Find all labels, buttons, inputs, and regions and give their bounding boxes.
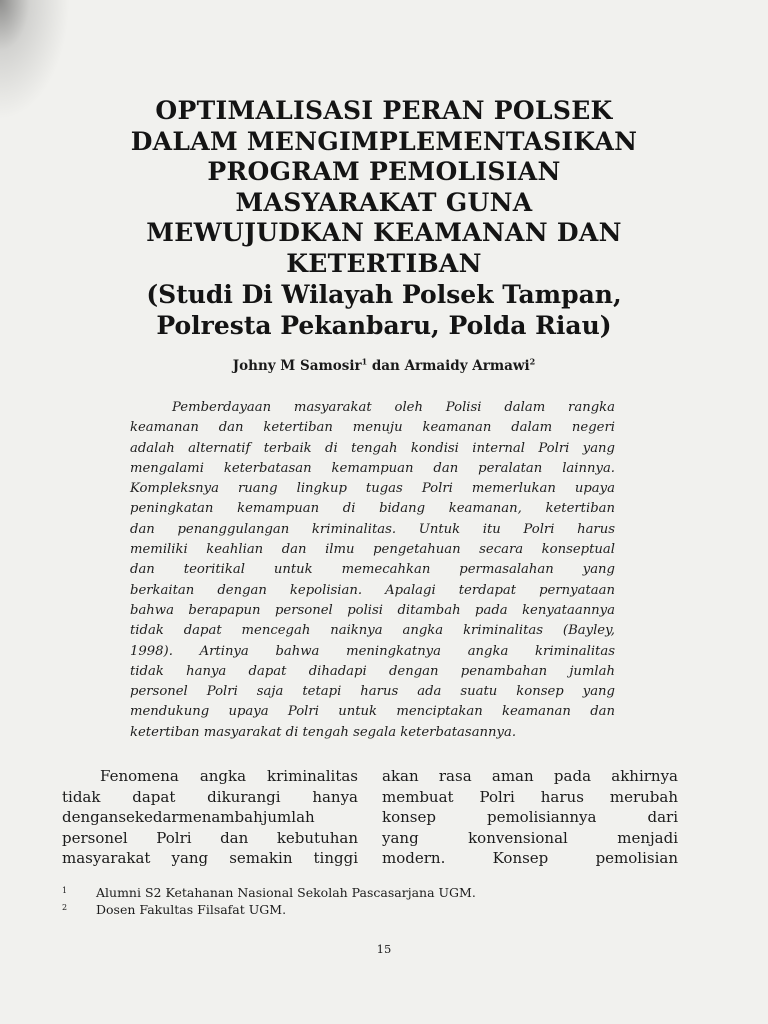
abstract-line: mengalami keterbatasan kemampuan dan peralatan lainnya. <box>130 460 615 476</box>
title-line-3: PROGRAM PEMOLISIAN <box>207 157 561 186</box>
abstract-line: memiliki keahlian dan ilmu pengetahuan secara konseptual <box>130 542 615 558</box>
footnote-text: Alumni S2 Ketahanan Nasional Sekolah Pascasarjana UGM. <box>96 885 476 900</box>
abstract-line: Kompleksnya ruang lingkup tugas Polri memerlukan upaya <box>130 481 615 497</box>
abstract-line: adalah alternatif terbaik di tengah kondisi internal Polri yang <box>130 440 615 456</box>
body-line: membuat Polri harus merubah <box>382 787 678 806</box>
body-column-right <box>382 766 678 869</box>
body-line: akan rasa aman pada akhirnya <box>382 767 678 785</box>
abstract-line: ketertiban masyarakat di tengah segala keterbatasannya. <box>130 724 517 740</box>
body-line: dengansekedarmenambahjumlah <box>62 808 315 826</box>
subtitle-line-2: Polresta Pekanbaru, Polda Riau) <box>156 311 612 340</box>
body-line: modern. Konsep pemolisian <box>382 849 678 867</box>
abstract-line: bahwa berapapun personel polisi ditambah pada kenyataannya <box>130 602 615 618</box>
abstract-line: tidak dapat mencegah naiknya angka kriminalitas (Bayley, <box>130 623 615 639</box>
abstract-line: peningkatan kemampuan di bidang keamanan, ketertiban <box>130 501 615 517</box>
abstract-line: tidak hanya dapat dihadapi dengan penambahan jumlah <box>130 663 615 679</box>
abstract <box>130 398 615 743</box>
author-line <box>0 358 768 374</box>
title-line-4: MASYARAKAT GUNA <box>235 187 533 217</box>
author-name: Armaidy Armawi <box>404 358 530 374</box>
footnote <box>62 884 682 901</box>
abstract-line: personel Polri saja tetapi harus ada suatu konsep yang <box>130 684 615 700</box>
author-connector: dan <box>367 358 405 374</box>
abstract-line: berkaitan dengan kepolisian. Apalagi terdapat pernyataan <box>130 582 615 598</box>
body-line: tidak dapat dikurangi hanya <box>62 787 358 806</box>
title-line-2: DALAM MENGIMPLEMENTASIKAN <box>130 126 638 156</box>
abstract-line: mendukung upaya Polri untuk menciptakan keamanan dan <box>130 704 615 720</box>
footnote-number: 1 <box>62 886 68 895</box>
abstract-line: dan penanggulangan kriminalitas. Untuk itu Polri harus <box>130 521 615 537</box>
body-line: konsep pemolisiannya dari <box>382 808 678 826</box>
footnote-marker: 1 <box>361 356 368 367</box>
subtitle-line-1: (Studi Di Wilayah Polsek Tampan, <box>146 280 622 309</box>
abstract-line: dan teoritikal untuk memecahkan permasalahan yang <box>130 562 615 578</box>
body-line: personel Polri dan kebutuhan <box>62 828 358 847</box>
footnote-marker: 2 <box>529 356 536 367</box>
footnote <box>62 901 682 918</box>
footnotes <box>62 884 682 918</box>
footnote-number: 2 <box>62 903 68 912</box>
abstract-line: keamanan dan ketertiban menuju keamanan dalam negeri <box>130 420 615 436</box>
author-name: Johny M Samosir <box>232 358 362 374</box>
body-line: Fenomena angka kriminalitas <box>100 767 358 785</box>
abstract-line: Pemberdayaan masyarakat oleh Polisi dalam rangka <box>172 400 615 415</box>
body-line: yang konvensional menjadi <box>382 828 678 847</box>
title-line-5: MEWUJUDKAN KEAMANAN DAN <box>146 218 622 247</box>
title-line-1: OPTIMALISASI PERAN POLSEK <box>155 96 613 125</box>
title-line-6: KETERTIBAN <box>286 248 482 278</box>
page-number: 15 <box>376 942 392 956</box>
body-column-left <box>62 766 358 869</box>
article-title <box>40 96 728 341</box>
abstract-line: 1998). Artinya bahwa meningkatnya angka kriminalitas <box>130 643 615 659</box>
body-line: masyarakat yang semakin tinggi <box>62 849 358 867</box>
footnote-text: Dosen Fakultas Filsafat UGM. <box>96 902 287 917</box>
